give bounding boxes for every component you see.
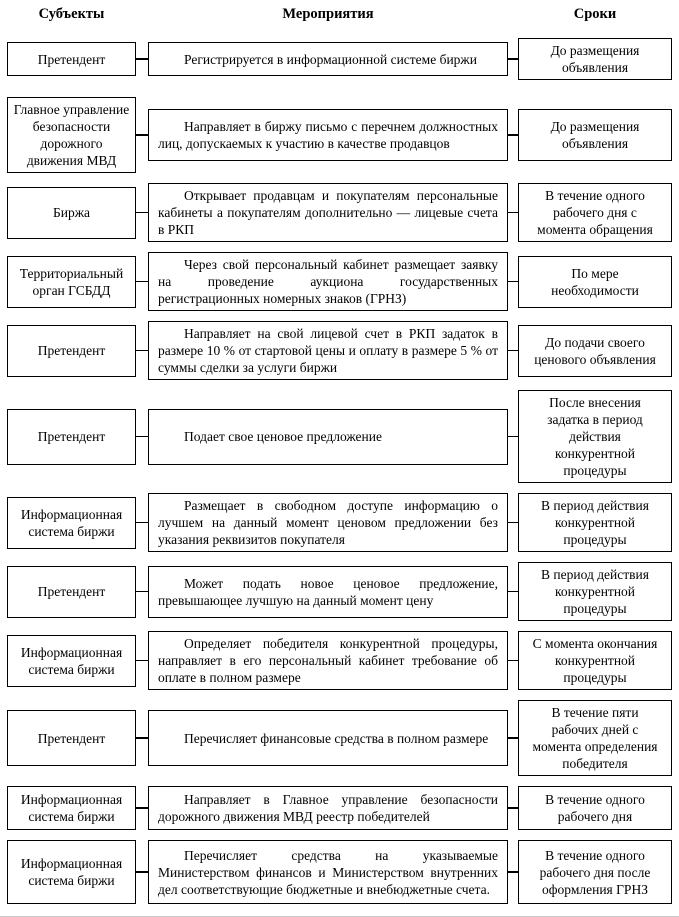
activity-box [148, 566, 508, 618]
column-header-subjects: Субъекты [38, 6, 105, 22]
subject-label: Претендент [37, 51, 106, 67]
column-headers [7, 6, 672, 23]
term-label: До размещения объявления [550, 43, 640, 75]
term-box [518, 493, 672, 552]
connector-line [136, 212, 148, 214]
connector-line [508, 134, 518, 136]
term-label: В период действия конкурентной процедуры [541, 498, 649, 547]
process-row-4 [7, 252, 672, 311]
connector-line [136, 591, 148, 593]
activity-label: Перечисляет финансовые средства в полном размере [184, 730, 489, 746]
subject-box [7, 256, 136, 308]
term-box [518, 562, 672, 621]
connector-line [508, 737, 518, 739]
process-row-8 [7, 562, 672, 621]
subject-label: Информационная система биржи [20, 792, 123, 824]
connector-line [508, 58, 518, 60]
connector-line [136, 58, 148, 60]
term-box [518, 38, 672, 80]
activity-label: Определяет победителя конкурентной процедуры, направляет в его персональный кабинет требование об оплате в полном размере [158, 636, 498, 685]
connector-line [508, 350, 518, 352]
activity-label: Регистрируется в информационной системе биржи [184, 51, 477, 67]
subject-label: Претендент [37, 429, 106, 444]
connector-line [136, 871, 148, 873]
activity-label: Размещает в свободном доступе информацию о лучшем на данный момент ценовом предложении без указания реквизитов покупателя [158, 498, 498, 547]
term-label: По мере необходимости [551, 265, 639, 298]
subject-box [7, 497, 136, 549]
process-row-10 [7, 700, 672, 776]
subject-box [7, 97, 136, 173]
connector-line [508, 591, 518, 593]
column-header-activities: Мероприятия [282, 6, 374, 22]
connector-line [136, 350, 148, 352]
term-box [518, 183, 672, 242]
process-row-5 [7, 321, 672, 380]
term-label: В период действия конкурентной процедуры [541, 567, 649, 616]
term-label: До подачи своего ценового объявления [534, 334, 656, 367]
subject-label: Претендент [37, 584, 106, 599]
activity-box [148, 631, 508, 690]
activity-label: Открывает продавцам и покупателям персональные кабинеты а покупателям дополнительно — лицевые счета в РКП [158, 188, 498, 237]
term-box [518, 786, 672, 830]
connector-line [136, 134, 148, 136]
process-row-2 [7, 97, 672, 173]
subject-box [7, 187, 136, 239]
subject-label: Претендент [37, 343, 106, 358]
subject-label: Информационная система биржи [20, 644, 123, 677]
subject-label: Претендент [37, 730, 106, 746]
term-label: В течение одного рабочего дня с момента обращения [537, 188, 653, 237]
subject-label: Биржа [52, 205, 91, 220]
term-label: В течение пяти рабочих дней с момента определения победителя [532, 705, 658, 771]
process-rows [7, 38, 672, 904]
connector-line [136, 436, 148, 438]
term-box [518, 256, 672, 308]
activity-label: Направляет на свой лицевой счет в РКП задаток в размере 10 % от стартовой цены и оплату в размере 5 % от суммы сделки за услуги биржи [158, 326, 498, 375]
activity-box [148, 493, 508, 552]
term-label: В течение одного рабочего дня после оформления ГРНЗ [539, 847, 651, 897]
activity-box [148, 710, 508, 766]
activity-box [148, 183, 508, 242]
activity-label: Через свой персональный кабинет размещает заявку на проведение аукциона государственных регистрационных номерных знаков (ГРНЗ) [158, 257, 498, 306]
activity-box [148, 786, 508, 830]
connector-line [136, 737, 148, 739]
activity-label: Подает свое ценовое предложение [184, 429, 382, 444]
connector-line [508, 807, 518, 809]
connector-line [136, 522, 148, 524]
subject-box [7, 635, 136, 687]
activity-box [148, 109, 508, 161]
connector-line [508, 871, 518, 873]
connector-line [136, 281, 148, 283]
subject-label: Территориальный орган ГСБДД [19, 265, 124, 298]
subject-box [7, 325, 136, 377]
connector-line [136, 807, 148, 809]
activity-box [148, 252, 508, 311]
activity-box [148, 42, 508, 76]
activity-label: Перечисляет средства на указываемые Министерством финансов и Министерством внутренних дел соответствующие бюджетные и внебюджетные счета. [158, 847, 498, 897]
subject-box [7, 42, 136, 76]
subject-label: Информационная система биржи [20, 856, 123, 888]
subject-box [7, 710, 136, 766]
term-box [518, 631, 672, 690]
process-row-1 [7, 38, 672, 80]
subject-box [7, 840, 136, 904]
connector-line [508, 436, 518, 438]
process-row-11 [7, 786, 672, 830]
term-box [518, 840, 672, 904]
subject-label: Информационная система биржи [20, 506, 123, 539]
subject-label: Главное управление безопасности дорожного движения МВД [13, 102, 130, 168]
term-label: После внесения задатка в период действия конкурентной процедуры [547, 395, 643, 478]
term-box [518, 700, 672, 776]
activity-label: Направляет в Главное управление безопасности дорожного движения МВД реестр победителей [158, 792, 498, 824]
connector-line [136, 660, 148, 662]
process-row-3 [7, 183, 672, 242]
term-box [518, 325, 672, 377]
column-header-terms: Сроки [573, 6, 617, 22]
connector-line [508, 212, 518, 214]
connector-line [508, 281, 518, 283]
activity-box [148, 840, 508, 904]
term-label: В течение одного рабочего дня [545, 792, 645, 824]
term-label: До размещения объявления [550, 119, 640, 151]
activity-label: Может подать новое ценовое предложение, превышающее лучшую на данный момент цену [158, 575, 498, 608]
term-box [518, 390, 672, 483]
process-row-9 [7, 631, 672, 690]
activity-box [148, 409, 508, 465]
term-box [518, 109, 672, 161]
connector-line [508, 660, 518, 662]
connector-line [508, 522, 518, 524]
activity-box [148, 321, 508, 380]
term-label: С момента окончания конкурентной процедуры [532, 636, 658, 685]
process-row-7 [7, 493, 672, 552]
subject-box [7, 786, 136, 830]
process-row-6 [7, 390, 672, 483]
subject-box [7, 566, 136, 618]
activity-label: Направляет в биржу письмо с перечнем должностных лиц, допускаемых к участию в качестве продавцов [158, 119, 498, 151]
subject-box [7, 409, 136, 465]
process-row-12 [7, 840, 672, 904]
